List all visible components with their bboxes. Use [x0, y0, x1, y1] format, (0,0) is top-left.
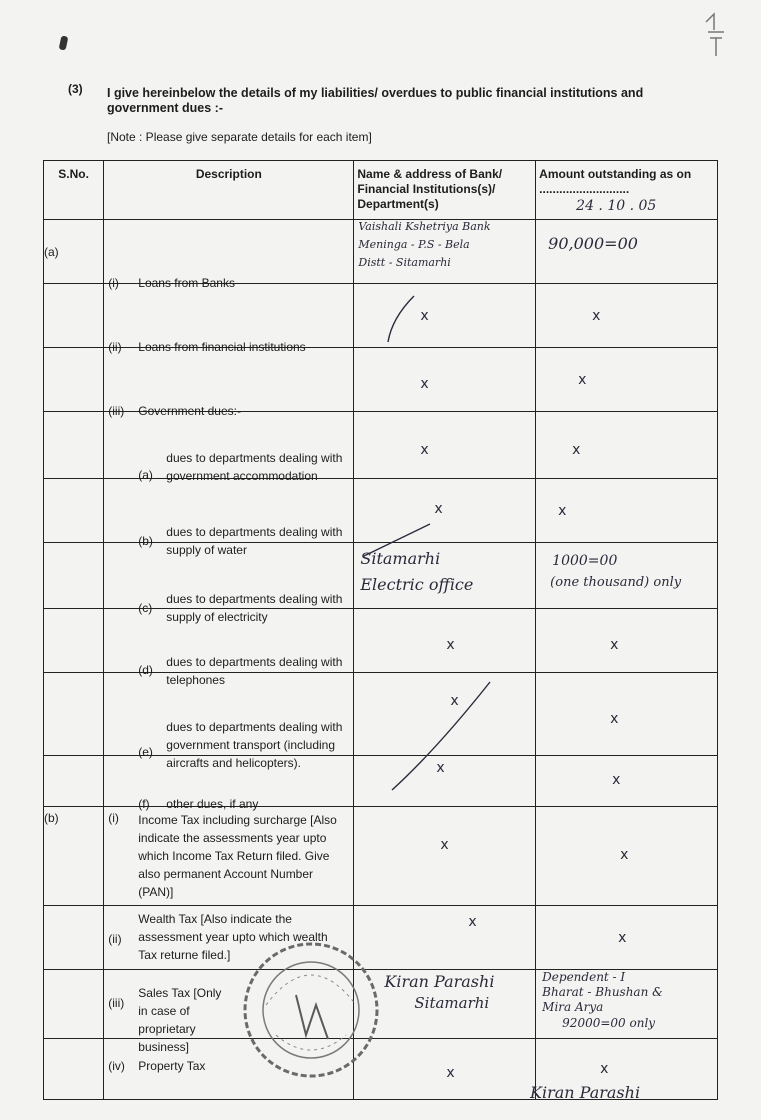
section-heading: I give hereinbelow the details of my liabilities/ overdues to public financial institutions and government dues :- — [107, 86, 644, 115]
row-text: dues to departments dealing with supply of electricity — [166, 591, 343, 624]
row-letter: (c) — [138, 600, 153, 615]
cross-mark: x — [446, 637, 455, 653]
cross-mark: x — [612, 772, 621, 788]
hand-amount: 1000=00 — [552, 553, 618, 569]
hand-amount: Dependent - I — [542, 970, 626, 984]
table-row — [44, 609, 718, 673]
row-amount — [536, 220, 718, 284]
row-letter: (a) — [138, 468, 153, 482]
table-row — [44, 220, 718, 284]
row-amount — [536, 412, 718, 479]
signature: Kiran Parashi — [530, 1083, 641, 1102]
row-roman: (ii) — [108, 932, 122, 946]
table-row — [44, 807, 718, 906]
cross-mark: x — [450, 693, 459, 709]
cross-mark: x — [600, 1061, 609, 1077]
table-row — [44, 348, 718, 412]
row-letter: (e) — [138, 745, 153, 759]
row-text: Wealth Tax [Also indicate the assessment year upto which wealth Tax returne filed.] — [138, 912, 328, 962]
row-letter: (f) — [138, 797, 150, 811]
strike-line — [360, 520, 440, 560]
header-amount — [536, 161, 718, 220]
row-text: Loans from financial institutions — [138, 339, 306, 354]
row-text: dues to departments dealing with supply of water — [166, 524, 343, 557]
header-amount-label: Amount outstanding as on ........................... — [539, 167, 692, 196]
section-number: (3) — [68, 82, 83, 96]
table-header-row — [44, 161, 718, 220]
hand-amount: Mira Arya — [542, 1000, 604, 1014]
row-amount — [536, 609, 718, 673]
header-description: Description — [104, 161, 354, 220]
cross-mark: x — [468, 914, 477, 930]
cross-mark: x — [420, 376, 429, 392]
row-bank — [354, 412, 536, 479]
cross-mark: x — [436, 760, 445, 776]
row-amount — [536, 807, 718, 906]
row-bank — [354, 348, 536, 412]
page-number-mark — [700, 12, 730, 58]
cross-mark: x — [420, 308, 429, 324]
row-roman: (iv) — [108, 1059, 125, 1073]
cross-mark: x — [420, 442, 429, 458]
hand-amount: 90,000=00 — [548, 234, 638, 253]
strike-line — [386, 680, 496, 800]
cross-mark: x — [620, 847, 629, 863]
row-text: Government dues:- — [138, 403, 241, 418]
row-amount — [536, 756, 718, 807]
hand-amount: (one thousand) only — [550, 575, 682, 590]
row-text: other dues, if any — [166, 797, 259, 811]
header-bank: Name & address of Bank/ Financial Institutions(s)/ Department(s) — [354, 161, 536, 220]
cross-mark: x — [578, 372, 587, 388]
cross-mark: x — [618, 930, 627, 946]
table-row — [44, 673, 718, 756]
hand-amount: Bharat - Bhushan & — [542, 985, 663, 999]
hand-bank-line: Sitamarhi — [414, 994, 490, 1012]
row-amount — [536, 284, 718, 348]
row-description — [104, 348, 354, 418]
row-amount — [536, 348, 718, 412]
row-bank — [354, 220, 536, 284]
row-amount — [536, 479, 718, 543]
row-text: dues to departments dealing with government transport (including aircrafts and helicopters). — [166, 720, 343, 770]
row-description — [104, 807, 354, 906]
row-roman: (iii) — [108, 403, 125, 418]
cross-mark: x — [610, 711, 619, 727]
row-text: Income Tax including surcharge [Also indicate the assessments year upto which Income Tax Return filed. Give also permanent Account Number (PAN)] — [138, 813, 337, 899]
row-text: dues to departments dealing with government accommodation — [166, 451, 343, 483]
row-letter: (d) — [138, 662, 153, 677]
hand-bank-line: Kiran Parashi — [384, 972, 495, 991]
header-sno: S.No. — [44, 161, 104, 220]
table-row — [44, 412, 718, 479]
official-stamp — [236, 935, 386, 1085]
row-text: Loans from Banks — [138, 275, 235, 290]
row-bank — [354, 807, 536, 906]
row-text: Property Tax — [138, 1059, 206, 1073]
row-amount — [536, 970, 718, 1039]
cross-mark: x — [592, 308, 601, 324]
row-text: Sales Tax [Only in case of proprietary business] — [138, 986, 222, 1054]
row-amount — [536, 543, 718, 609]
cross-mark: x — [440, 837, 449, 853]
row-roman: (ii) — [108, 339, 122, 354]
header-amount-date: 24 . 10 . 05 — [576, 198, 657, 214]
ink-dot — [59, 35, 69, 50]
cross-mark: x — [572, 442, 581, 458]
cross-mark: x — [446, 1065, 455, 1081]
row-amount — [536, 673, 718, 756]
row-roman: (iii) — [108, 996, 125, 1010]
row-description — [104, 220, 354, 290]
row-description — [104, 479, 354, 557]
row-roman: (i) — [108, 811, 119, 825]
hand-bank-line: Meninga - P.S - Bela — [358, 238, 470, 251]
cross-mark: x — [434, 501, 443, 517]
hand-bank-line: Distt - Sitamarhi — [358, 256, 451, 269]
hand-bank-line: Vaishali Kshetriya Bank — [358, 220, 491, 233]
row-group-label: (a) — [44, 220, 104, 284]
section-note: [Note : Please give separate details for each item] — [107, 130, 372, 144]
row-description — [104, 284, 354, 354]
hand-amount: 92000=00 only — [562, 1016, 656, 1030]
hand-bank-line: Sitamarhi — [360, 549, 441, 568]
cross-mark: x — [558, 503, 567, 519]
table-row — [44, 756, 718, 807]
row-description — [104, 412, 354, 483]
row-bank — [354, 609, 536, 673]
strike-line — [380, 290, 460, 350]
row-letter: (b) — [138, 533, 153, 548]
row-group-label: (b) — [44, 807, 104, 906]
row-text: dues to departments dealing with telephones — [166, 654, 343, 687]
row-amount — [536, 906, 718, 970]
hand-bank-line: Electric office — [360, 575, 474, 594]
row-roman: (i) — [108, 275, 119, 290]
cross-mark: x — [610, 637, 619, 653]
